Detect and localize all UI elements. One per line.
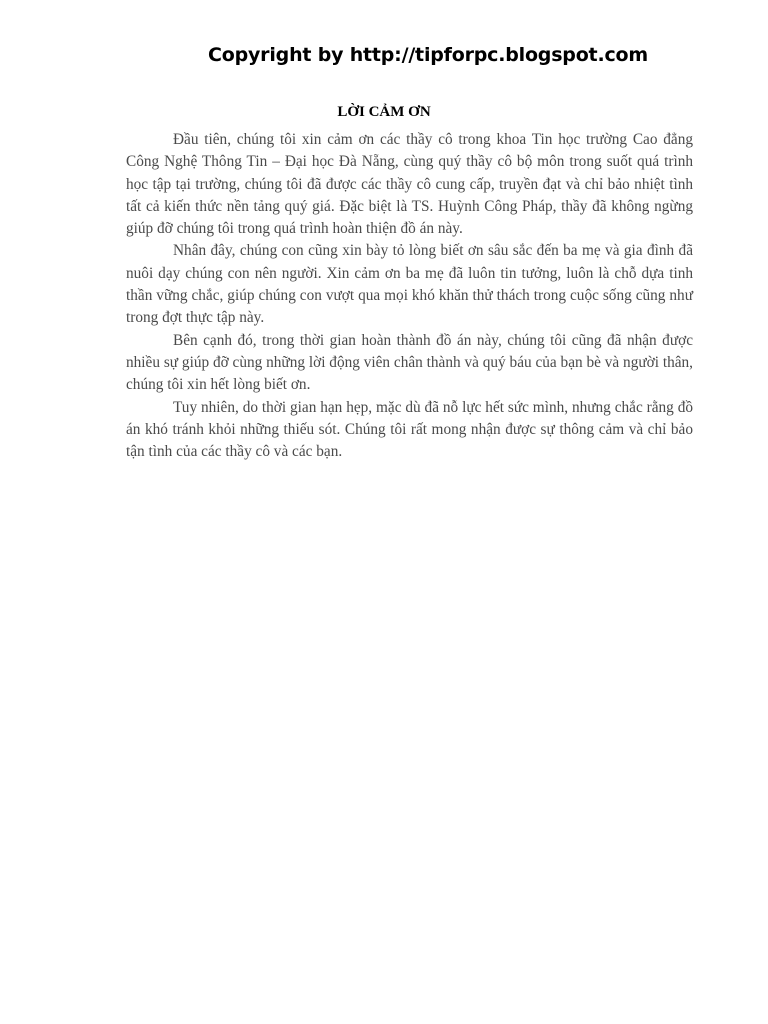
- paragraph: Đầu tiên, chúng tôi xin cảm ơn các thầy cô trong khoa Tin học trường Cao đẳng Công Nghệ Thông Tin – Đại học Đà Nẵng, cùng quý thầy cô bộ môn trong suốt quá trình học tập tại trường, chúng tôi đã được các thầy cô cung cấp, truyền đạt và chỉ bảo nhiệt tình tất cả kiến thức nền tảng quý giá. Đặc biệt là TS. Huỳnh Công Pháp, thầy đã không ngừng giúp đỡ chúng tôi trong quá trình hoàn thiện đồ án này.: [126, 131, 693, 238]
- document-title: LỜI CẢM ƠN: [337, 104, 431, 120]
- paragraph: Tuy nhiên, do thời gian hạn hẹp, mặc dù đã nỗ lực hết sức mình, nhưng chắc rằng đồ án khó tránh khỏi những thiếu sót. Chúng tôi rất mong nhận được sự thông cảm và chỉ bảo tận tình của các thầy cô và các bạn.: [126, 398, 693, 461]
- document-body: [126, 129, 693, 463]
- paragraph: Bên cạnh đó, trong thời gian hoàn thành đồ án này, chúng tôi cũng đã nhận được nhiều sự giúp đỡ cùng những lời động viên chân thành và quý báu của bạn bè và người thân, chúng tôi xin hết lòng biết ơn.: [126, 331, 693, 394]
- paragraph: Nhân đây, chúng con cũng xin bày tỏ lòng biết ơn sâu sắc đến ba mẹ và gia đình đã nuôi dạy chúng con nên người. Xin cảm ơn ba mẹ đã luôn tin tưởng, luôn là chỗ dựa tinh thần vững chắc, giúp chúng con vượt qua mọi khó khăn thử thách trong cuộc sống cũng như trong đợt thực tập này.: [126, 242, 693, 327]
- copyright-notice: Copyright by http://tipforpc.blogspot.com: [208, 44, 648, 66]
